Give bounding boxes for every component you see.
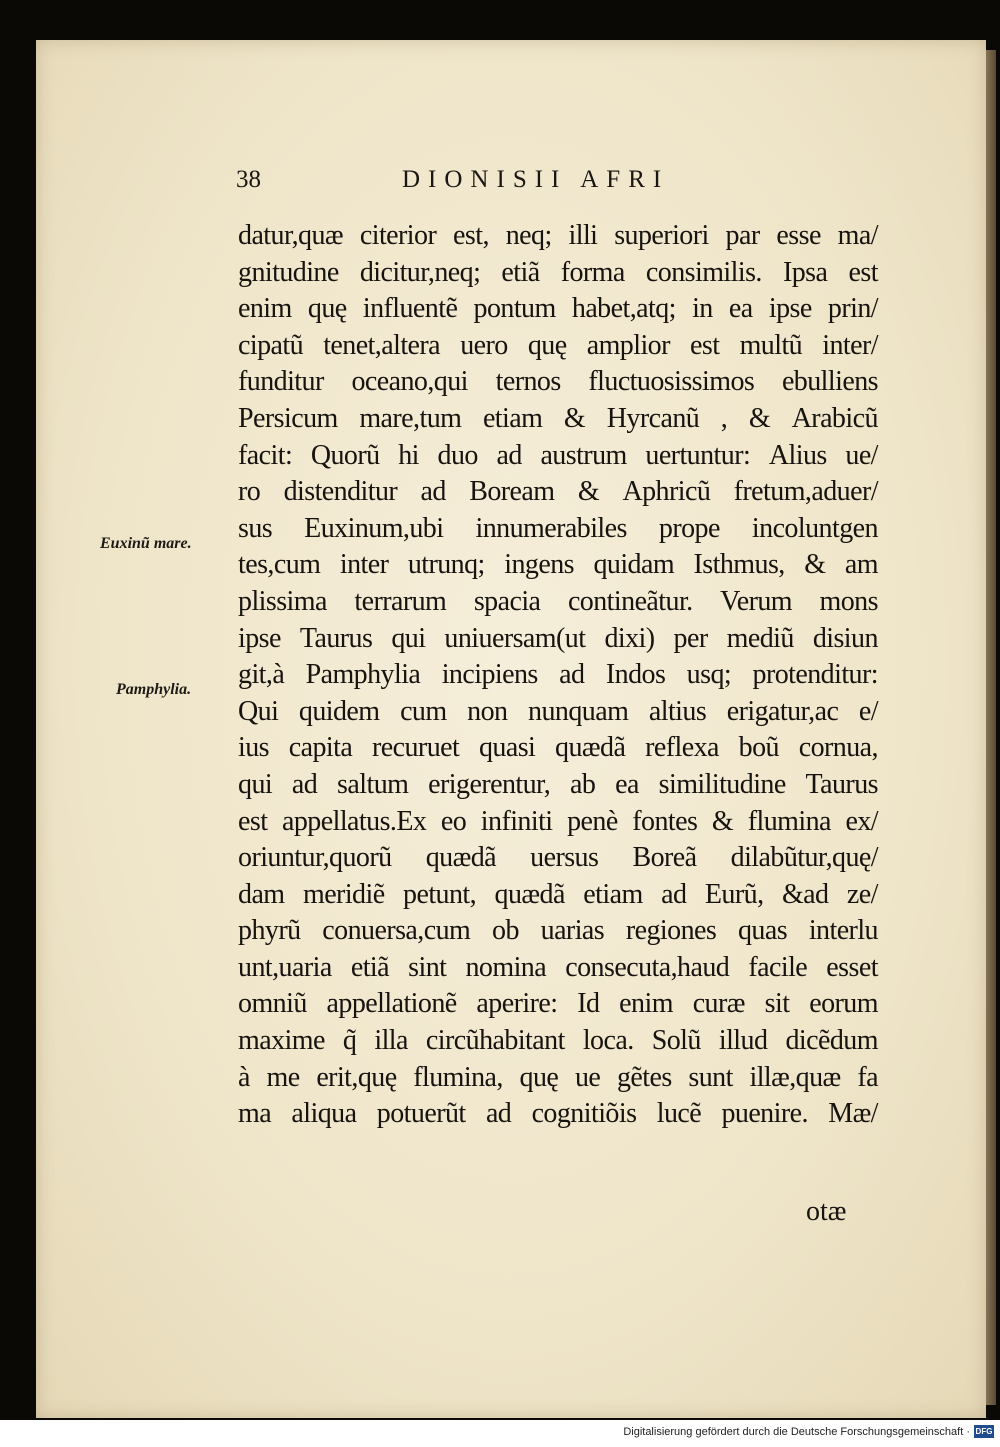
text-line: datur,quæ citerior est, neq; illi superiori par esse ma/ <box>238 220 878 251</box>
text-line: sus Euxinum,ubi innumerabiles prope incoluntgen <box>238 512 878 544</box>
text-line: git,à Pamphylia incipiens ad Indos usq; protenditur: <box>238 659 878 691</box>
text-line: maxime q̃ illa circũhabitant loca. Solũ illud dicẽdum <box>238 1025 878 1057</box>
text-line: funditur oceano,qui ternos fluctuosissimos ebulliens <box>238 366 878 398</box>
text-line: omniũ appellationẽ aperire: Id enim curæ sit eorum <box>238 988 878 1020</box>
running-head <box>236 166 776 200</box>
text-line: plissima terrarum spacia contineãtur. Verum mons <box>238 585 878 617</box>
footer-credit: Digitalisierung gefördert durch die Deutsche Forschungsgemeinschaft · <box>623 1426 970 1438</box>
text-line: unt,uaria etiã sint nomina consecuta,haud facile esset <box>238 951 878 983</box>
text-line: ipse Taurus qui uniuersam(ut dixi) per mediũ disiun <box>238 622 878 654</box>
text-line: est appellatus.Ex eo infiniti penè fontes & flumina ex/ <box>238 805 878 837</box>
text-line: facit: Quorũ hi duo ad austrum uertuntur: Alius ue/ <box>238 439 878 471</box>
marginal-note-euxinum: Euxinũ mare. <box>100 535 192 552</box>
text-line: dam meridiẽ petunt, quædã etiam ad Eurũ, &ad ze/ <box>238 878 878 910</box>
footer-bar <box>0 1420 1000 1447</box>
catchword: otæ <box>806 1196 847 1227</box>
text-line: tes,cum inter utrunq; ingens quidam Isthmus, & am <box>238 549 878 581</box>
text-line: ma aliqua potuerũt ad cognitiõis lucẽ puenire. Mæ/ <box>238 1098 878 1130</box>
dfg-logo-icon: DFG <box>975 1427 993 1436</box>
text-line: ro distenditur ad Boream & Aphricũ fretum,aduer/ <box>238 476 878 508</box>
body-text <box>238 218 878 1133</box>
text-line: ius capita recuruet quasi quædã reflexa boũ cornua, <box>238 732 878 764</box>
text-line: Persicum mare,tum etiam & Hyrcanũ , & Arabicũ <box>238 402 878 434</box>
text-line: phyrũ conuersa,cum ob uarias regiones quas interlu <box>238 915 878 947</box>
page-number: 38 <box>236 166 261 193</box>
marginal-note-pamphylia: Pamphylia. <box>116 681 192 698</box>
text-line: enim quę influentẽ pontum habet,atq; in ea ipse prin/ <box>238 293 878 325</box>
text-line: qui ad saltum erigerentur, ab ea similitudine Taurus <box>238 768 878 800</box>
text-line: Qui quidem cum non nunquam altius erigatur,ac e/ <box>238 695 878 727</box>
text-line: gnitudine dicitur,neq; etiã forma consimilis. Ipsa est <box>238 256 878 288</box>
text-line: oriuntur,quorũ quædã uersus Boreã dilabũtur,quę/ <box>238 842 878 874</box>
text-line: à me erit,quę flumina, quę ue gẽtes sunt illæ,quæ fa <box>238 1061 878 1093</box>
running-head-title: DIONISII AFRI <box>402 166 670 193</box>
text-line: cipatũ tenet,altera uero quę amplior est multũ inter/ <box>238 329 878 361</box>
